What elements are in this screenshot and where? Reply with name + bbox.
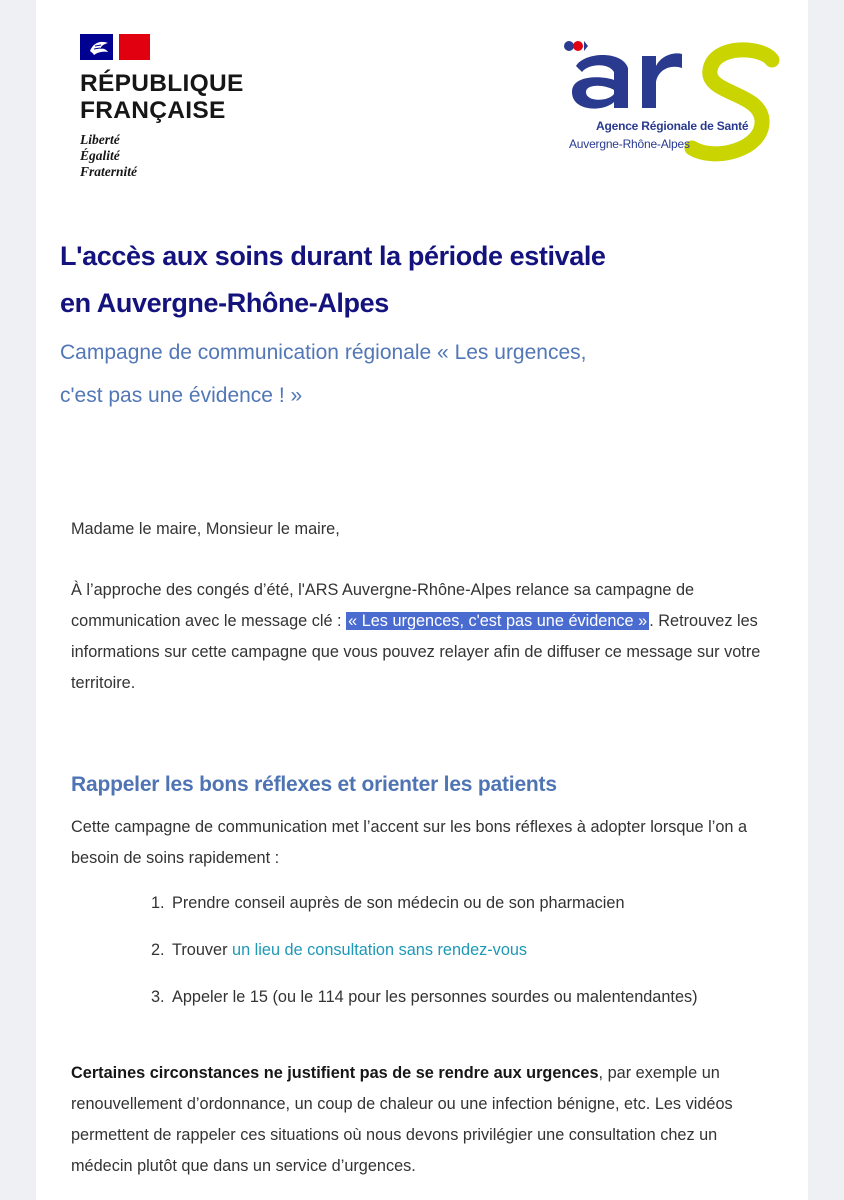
republique-motto [80,132,244,180]
ars-logo [564,40,784,172]
section-heading: Rappeler les bons réflexes et orienter les patients [71,773,557,796]
page-title [60,233,760,327]
key-message-highlight[interactable]: « Les urgences, c'est pas une évidence » [348,612,648,630]
consultation-place-link[interactable]: un lieu de consultation sans rendez-vous [232,941,528,959]
list-item [151,888,698,935]
motto-fraternite: Fraternité [80,164,138,179]
page-subtitle [60,331,760,417]
subtitle-line1: Campagne de communication régionale « Les urgences, [60,341,587,364]
motto-egalite: Égalité [80,148,120,163]
intro-paragraph [71,575,776,699]
list-item [151,982,698,1029]
rf-name-line1: RÉPUBLIQUE [80,70,244,97]
section-intro: Cette campagne de communication met l’accent sur les bons réflexes à adopter lorsque l’on a besoin de soins rapidement : [71,818,748,867]
list-item-text: Trouver [172,941,233,959]
list-item-number: 2. [151,941,165,959]
rf-name-line2: FRANÇAISE [80,97,226,124]
email-body [36,0,808,1200]
list-item-number: 1. [151,894,165,912]
subtitle-line2: c'est pas une évidence ! » [60,384,303,407]
intro-text-before: À l’approche des congés d’été, l'ARS Auvergne-Rhône-Alpes relance sa campagne de communication avec le message clé : [71,581,695,630]
marianne-profile-icon [86,37,112,57]
ars-agency-name: Agence Régionale de Santé [596,119,749,133]
circumstances-text: , par exemple un renouvellement d’ordonnance, un coup de chaleur ou une infection bénigne, etc. Les vidéos permettent de rappeler ces situations où nous devons privilégier une consultation chez un médecin plutôt que dans un service d’urgences. [71,1064,733,1175]
list-item-text: Appeler le 15 (ou le 114 pour les personnes sourdes ou malentendantes) [172,988,698,1006]
circumstances-bold: Certaines circonstances ne justifient pas de se rendre aux urgences [71,1064,599,1082]
circumstances-paragraph [71,1058,776,1182]
list-item-number: 3. [151,988,165,1006]
republique-francaise-name [80,70,244,124]
ars-dots-icon [564,40,588,52]
motto-liberte: Liberté [80,132,120,147]
reflexes-list [151,888,698,1029]
intro-text-after: . Retrouvez les informations sur cette campagne que vous pouvez relayer afin de diffuser ce message sur votre territoire. [71,612,761,692]
ars-region-name: Auvergne-Rhône-Alpes [569,137,690,151]
greeting: Madame le maire, Monsieur le maire, [71,520,340,538]
list-item [151,935,698,982]
ars-wordmark-icon [564,40,784,172]
title-line1: L'accès aux soins durant la période estivale [60,241,606,271]
list-item-text: Prendre conseil auprès de son médecin ou de son pharmacien [172,894,625,912]
title-line2: en Auvergne-Rhône-Alpes [60,288,389,318]
french-flag [80,34,150,60]
republique-francaise-logo [80,34,244,180]
